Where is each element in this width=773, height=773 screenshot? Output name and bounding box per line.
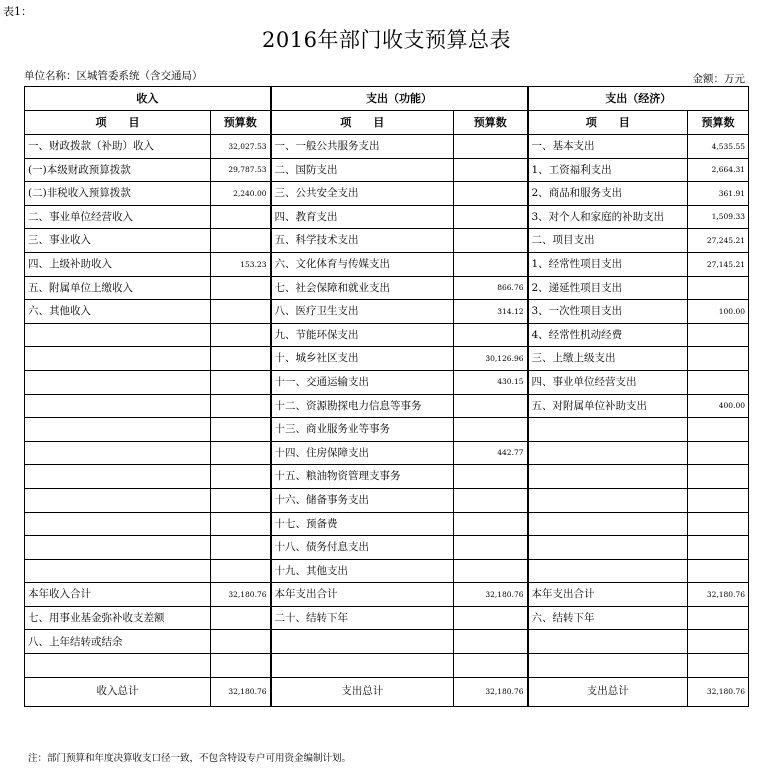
function-expense-item: 十二、资源勘探电力信息等事务 <box>271 394 454 418</box>
income-item <box>25 654 211 678</box>
function-expense-item: 八、医疗卫生支出 <box>271 300 454 324</box>
income-amount <box>211 441 271 465</box>
economic-expense-amount <box>688 276 749 300</box>
income-item <box>25 323 211 347</box>
income-item: 三、事业收入 <box>25 229 211 253</box>
table-row <box>25 394 749 418</box>
function-expense-item: 十、城乡社区支出 <box>271 347 454 371</box>
economic-expense-amount <box>688 347 749 371</box>
function-expense-amount <box>454 205 528 229</box>
function-expense-amount <box>454 135 528 159</box>
function-expense-amount <box>454 229 528 253</box>
economic-expense-amount: 400.00 <box>688 394 749 418</box>
function-expense-total-amount: 32,180.76 <box>454 677 528 706</box>
income-amount <box>211 606 271 630</box>
economic-expense-item: 三、上缴上级支出 <box>528 347 688 371</box>
income-amount <box>211 370 271 394</box>
income-item <box>25 465 211 489</box>
function-expense-amount <box>454 630 528 654</box>
table-row <box>25 158 749 182</box>
economic-expense-amount: 27,245.21 <box>688 229 749 253</box>
function-expense-item: 二十、结转下年 <box>271 606 454 630</box>
income-total-label: 收入总计 <box>25 677 211 706</box>
economic-expense-item: 2、商品和服务支出 <box>528 182 688 206</box>
economic-expense-amount <box>688 488 749 512</box>
economic-expense-item <box>528 465 688 489</box>
function-expense-item: 九、节能环保支出 <box>271 323 454 347</box>
function-expense-item: 十八、债务付息支出 <box>271 536 454 560</box>
table-row <box>25 583 749 607</box>
income-amount <box>211 205 271 229</box>
table-row <box>25 536 749 560</box>
income-amount <box>211 323 271 347</box>
table-row <box>25 630 749 654</box>
table-row <box>25 465 749 489</box>
economic-expense-item: 二、项目支出 <box>528 229 688 253</box>
income-item <box>25 347 211 371</box>
table-row <box>25 606 749 630</box>
income-amount <box>211 300 271 324</box>
economic-expense-amount <box>688 536 749 560</box>
economic-expense-amount: 4,535.55 <box>688 135 749 159</box>
economic-expense-amount <box>688 370 749 394</box>
economic-expense-item: 本年支出合计 <box>528 583 688 607</box>
function-expense-item: 十五、粮油物资管理支事务 <box>271 465 454 489</box>
economic-expense-amount <box>688 465 749 489</box>
economic-expense-item: 六、结转下年 <box>528 606 688 630</box>
function-expense-item: 五、科学技术支出 <box>271 229 454 253</box>
function-expense-amount: 32,180.76 <box>454 583 528 607</box>
function-expense-item: 二、国防支出 <box>271 158 454 182</box>
function-expense-item: 十四、住房保障支出 <box>271 441 454 465</box>
function-expense-amount <box>454 488 528 512</box>
economic-expense-amount <box>688 654 749 678</box>
function-expense-item: 七、社会保障和就业支出 <box>271 276 454 300</box>
table-row <box>25 347 749 371</box>
economic-expense-item <box>528 418 688 442</box>
economic-expense-item: 1、经常性项目支出 <box>528 252 688 276</box>
income-amount: 2,240.00 <box>211 182 271 206</box>
income-item <box>25 418 211 442</box>
function-expense-item: 十七、预备费 <box>271 512 454 536</box>
income-item: 二、事业单位经营收入 <box>25 205 211 229</box>
table-row <box>25 135 749 159</box>
income-item: 五、附属单位上缴收入 <box>25 276 211 300</box>
section-header-row <box>25 87 749 111</box>
function-expense-total-label: 支出总计 <box>271 677 454 706</box>
function-expense-amount <box>454 654 528 678</box>
function-expense-item: 四、教育支出 <box>271 205 454 229</box>
table-row <box>25 488 749 512</box>
economic-expense-item <box>528 559 688 583</box>
function-expense-amount <box>454 158 528 182</box>
budget-table <box>24 86 749 707</box>
income-item: 八、上年结转或结余 <box>25 630 211 654</box>
function-expense-amount <box>454 512 528 536</box>
income-amount <box>211 229 271 253</box>
income-amount: 32,027.53 <box>211 135 271 159</box>
income-amount <box>211 536 271 560</box>
economic-expense-amount: 2,664.31 <box>688 158 749 182</box>
function-expense-amount <box>454 418 528 442</box>
table-row <box>25 229 749 253</box>
income-item: 四、上级补助收入 <box>25 252 211 276</box>
function-expense-item: 十三、商业服务业等事务 <box>271 418 454 442</box>
table-row <box>25 300 749 324</box>
function-expense-amount: 314.12 <box>454 300 528 324</box>
col-header-item: 项 目 <box>528 111 688 135</box>
income-item <box>25 536 211 560</box>
col-header-amount: 预算数 <box>211 111 271 135</box>
section-income: 收入 <box>25 87 271 111</box>
function-expense-amount: 430.15 <box>454 370 528 394</box>
function-expense-amount <box>454 536 528 560</box>
income-item: 六、其他收入 <box>25 300 211 324</box>
income-amount: 29,787.53 <box>211 158 271 182</box>
economic-expense-amount <box>688 323 749 347</box>
function-expense-amount <box>454 465 528 489</box>
economic-expense-amount: 1,509.33 <box>688 205 749 229</box>
economic-expense-total-amount: 32,180.76 <box>688 677 749 706</box>
column-header-row <box>25 111 749 135</box>
economic-expense-amount: 27,145.21 <box>688 252 749 276</box>
income-amount <box>211 559 271 583</box>
economic-expense-amount: 32,180.76 <box>688 583 749 607</box>
economic-expense-item: 四、事业单位经营支出 <box>528 370 688 394</box>
col-header-item: 项 目 <box>25 111 211 135</box>
income-item: (一)本级财政预算拨款 <box>25 158 211 182</box>
col-header-amount: 预算数 <box>688 111 749 135</box>
income-total-amount: 32,180.76 <box>211 677 271 706</box>
unit-name: 单位名称：区城管委系统（含交通局） <box>24 70 203 82</box>
income-amount <box>211 654 271 678</box>
function-expense-amount <box>454 606 528 630</box>
income-amount: 153.23 <box>211 252 271 276</box>
function-expense-item: 三、公共安全支出 <box>271 182 454 206</box>
income-amount <box>211 512 271 536</box>
table-row <box>25 370 749 394</box>
table-row <box>25 205 749 229</box>
income-item: 本年收入合计 <box>25 583 211 607</box>
table-row <box>25 512 749 536</box>
economic-expense-amount <box>688 441 749 465</box>
income-amount <box>211 276 271 300</box>
function-expense-item <box>271 654 454 678</box>
function-expense-item: 十六、储备事务支出 <box>271 488 454 512</box>
economic-expense-amount: 100.00 <box>688 300 749 324</box>
income-amount <box>211 418 271 442</box>
economic-expense-amount <box>688 606 749 630</box>
col-header-amount: 预算数 <box>454 111 528 135</box>
income-item <box>25 512 211 536</box>
function-expense-item: 一、一般公共服务支出 <box>271 135 454 159</box>
economic-expense-item <box>528 512 688 536</box>
function-expense-amount <box>454 394 528 418</box>
income-item: 七、用事业基金弥补收支差额 <box>25 606 211 630</box>
income-amount <box>211 630 271 654</box>
income-amount <box>211 465 271 489</box>
economic-expense-item <box>528 654 688 678</box>
income-item <box>25 394 211 418</box>
table-row <box>25 418 749 442</box>
economic-expense-item: 一、基本支出 <box>528 135 688 159</box>
totals-row <box>25 677 749 706</box>
economic-expense-item: 3、一次性项目支出 <box>528 300 688 324</box>
section-expense-function: 支出（功能） <box>271 87 528 111</box>
income-item: (二)非税收入预算拨款 <box>25 182 211 206</box>
economic-expense-total-label: 支出总计 <box>528 677 688 706</box>
table-row <box>25 252 749 276</box>
function-expense-item: 六、文化体育与传媒支出 <box>271 252 454 276</box>
economic-expense-amount: 361.91 <box>688 182 749 206</box>
income-item <box>25 441 211 465</box>
income-amount <box>211 488 271 512</box>
function-expense-item: 十一、交通运输支出 <box>271 370 454 394</box>
amount-unit: 金额：万元 <box>692 73 745 85</box>
economic-expense-amount <box>688 418 749 442</box>
economic-expense-item <box>528 441 688 465</box>
economic-expense-item <box>528 630 688 654</box>
section-expense-economic: 支出（经济） <box>528 87 749 111</box>
table-row <box>25 559 749 583</box>
income-item <box>25 488 211 512</box>
function-expense-amount <box>454 252 528 276</box>
income-item: 一、财政拨款（补助）收入 <box>25 135 211 159</box>
function-expense-amount <box>454 323 528 347</box>
function-expense-amount: 442.77 <box>454 441 528 465</box>
function-expense-amount: 30,126.96 <box>454 347 528 371</box>
income-item <box>25 559 211 583</box>
function-expense-item: 本年支出合计 <box>271 583 454 607</box>
economic-expense-item: 五、对附属单位补助支出 <box>528 394 688 418</box>
economic-expense-item: 1、工资福利支出 <box>528 158 688 182</box>
income-amount <box>211 347 271 371</box>
economic-expense-amount <box>688 559 749 583</box>
function-expense-item <box>271 630 454 654</box>
economic-expense-item <box>528 536 688 560</box>
economic-expense-item: 4、经常性机动经费 <box>528 323 688 347</box>
economic-expense-item: 3、对个人和家庭的补助支出 <box>528 205 688 229</box>
table-row <box>25 441 749 465</box>
footnote: 注：部门预算和年度决算收支口径一致，不包含特设专户可用资金编制计划。 <box>28 753 352 764</box>
income-amount <box>211 394 271 418</box>
table-label: 表1： <box>3 5 32 18</box>
function-expense-amount <box>454 559 528 583</box>
income-item <box>25 370 211 394</box>
economic-expense-item <box>528 488 688 512</box>
page-title: 2016年部门收支预算总表 <box>262 28 511 52</box>
economic-expense-amount <box>688 512 749 536</box>
economic-expense-amount <box>688 630 749 654</box>
col-header-item: 项 目 <box>271 111 454 135</box>
table-row <box>25 182 749 206</box>
table-row <box>25 323 749 347</box>
table-row <box>25 654 749 678</box>
economic-expense-item: 2、递延性项目支出 <box>528 276 688 300</box>
function-expense-amount: 866.76 <box>454 276 528 300</box>
income-amount: 32,180.76 <box>211 583 271 607</box>
table-row <box>25 276 749 300</box>
function-expense-amount <box>454 182 528 206</box>
function-expense-item: 十九、其他支出 <box>271 559 454 583</box>
